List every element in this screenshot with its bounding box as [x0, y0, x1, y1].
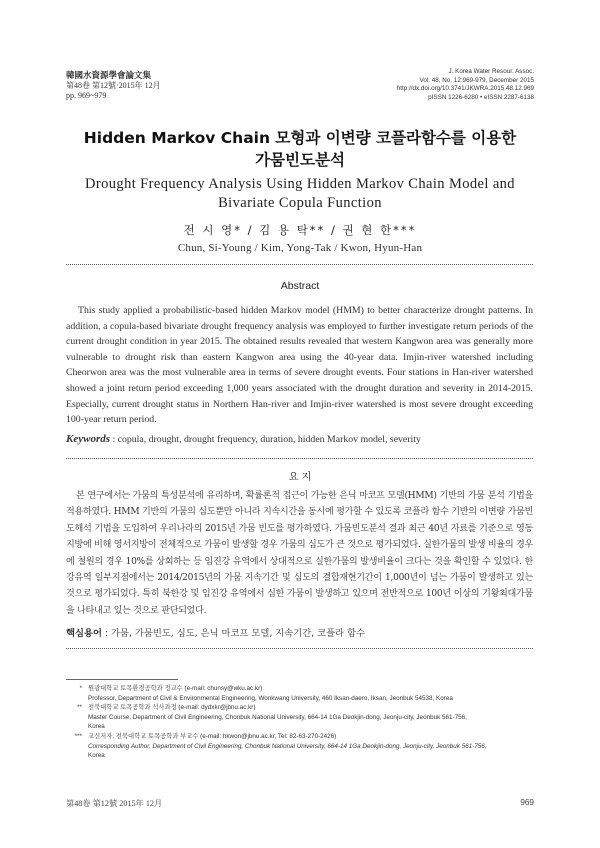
- authors-korean: 전 시 영* / 김 용 탁** / 권 현 한***: [183, 223, 417, 237]
- keywords-separator: :: [110, 434, 118, 445]
- paper-title-korean: [40, 127, 560, 171]
- keywords-ko-label: 핵심용어: [66, 628, 102, 639]
- footnote-line: 원광대학교 토목환경공학과 정교수 (e-mail: chunsy@wku.ac.kr): [88, 685, 263, 692]
- issn: pISSN 1226-6280 • eISSN 2287-6138: [428, 93, 534, 101]
- keywords-text: copula, drought, drought frequency, duration, hidden Markov model, severity: [117, 434, 421, 445]
- keywords-label: Keywords: [66, 433, 110, 445]
- title-en-line-2: Bivariate Copula Function: [218, 195, 382, 211]
- footnote-line: Corresponding Author, Department of Civil Engineering, Chonbuk National University, 664-14 1Ga Deokjin-dong, Jeonju-city, Jeonbuk 561-756,: [88, 742, 487, 750]
- footnote-rule: [66, 679, 178, 680]
- footnote-3: [66, 732, 536, 761]
- journal-pages: pp. 969~979: [66, 91, 107, 100]
- journal-header: [66, 70, 161, 102]
- footnote-mark: *: [79, 685, 82, 692]
- footnote-line: 전북대학교 토목공학과 석사과정 (e-mail: dydxkr@jbnu.ac.kr): [88, 704, 256, 712]
- footnote-mark: **: [77, 704, 82, 712]
- footnote-line: Master Course, Department of Civil Engineering, Chonbuk National University, 664-14 1Ga Deokjin-dong, Jeonju-city, Jeonbuk 561-756,: [88, 713, 467, 721]
- section-divider: [66, 648, 533, 649]
- abstract-text: This study applied a probabilistic-based hidden Markov model (HMM) to better characterize drought patterns. In addition, a copula-based bivariate drought frequency analysis was employed to further investigate return periods of the current drought condition in year 2015. The obtained results revealed that western Kangwon area was generally more vulnerable to drought risk than eastern Kangwon area using the 40-year data. Imjin-river watershed including Cheorwon area was the most vulnerable area in terms of severe drought events. Four stations in Han-river watershed showed a joint return period exceeding 1,000 years associated with the drought duration and severity in 2014-2015. Especially, current drought status in Northern Han-river and Imjin-river watershed is most severe drought exceeding 100-year return period.: [66, 305, 533, 426]
- journal-title-abbr: J. Korea Water Resour. Assoc.: [448, 68, 534, 75]
- title-en-line-1: Drought Frequency Analysis Using Hidden Markov Chain Model and: [85, 176, 515, 192]
- title-ko-line-1: Hidden Markov Chain 모형과 이변량 코플라함수를 이용한: [83, 129, 517, 147]
- section-divider: [66, 264, 533, 265]
- page-footer-left: 第48卷 第12號 2015年 12月: [66, 799, 163, 808]
- footnote-line: Korea: [88, 723, 105, 731]
- keywords-ko-text: 가뭄, 가뭄빈도, 심도, 은닉 마코프 모델, 지속기간, 코플라 함수: [110, 628, 365, 639]
- footnotes: [66, 684, 536, 761]
- footnote-line: Korea: [88, 752, 105, 760]
- paper-title-english: [40, 175, 560, 213]
- footnote-line: Professor, Department of Civil & Environmental Engineering, Wonkwang University, 460 Iksan-daero, Iksan, Jeonbuk 54538, Korea: [88, 694, 453, 702]
- yoji-heading: 요 지: [288, 472, 312, 483]
- journal-volume-line: Vol. 48, No. 12:969-979, December 2015: [419, 76, 534, 84]
- footnote-1: [66, 684, 536, 703]
- title-ko-line-2: 가뭄빈도분석: [255, 151, 345, 169]
- journal-name: 韓國水資源學會論文集: [66, 70, 152, 80]
- keywords-ko-separator: :: [101, 628, 111, 639]
- footnote-2: [66, 703, 536, 732]
- authors-english: Chun, Si-Young / Kim, Yong-Tak / Kwon, Hyun-Han: [177, 242, 423, 254]
- section-divider: [66, 458, 533, 459]
- footnote-line: 교신저자, 전북대학교 토목공학과 부교수 (e-mail: hkwon@jbnu.ac.kr, Tel: 82-63-270-2426): [88, 732, 337, 740]
- doi-link[interactable]: http://dx.doi.org/10.3741/JKWRA.2015.48.12.969: [396, 85, 534, 93]
- keywords-korean: [66, 625, 533, 639]
- yoji-text: 본 연구에서는 가뭄의 특성분석에 유리하며, 확률론적 접근이 가능한 은닉 마코프 모델(HMM) 기반의 가뭄 분석 기법을 적용하였다. HMM 기반의 가뭄의 심도뿐만 아니라 지속시간을 동시에 평가할 수 있도록 코플라 함수 기반의 이변량 가뭄빈도해석 기법을 도입하여 우리나라의 2015년 가뭄 빈도를 평가하였다. 가뭄빈도분석 결과 최근 40년 자료를 기준으로 영동지방에 비해 영서지방이 전체적으로 가뭄이 발생할 경우 가뭄의 심도가 큰 것으로 평가되었다. 실한가뭄의 발생 비율의 경우에 철원의 경우 10%를 상회하는 등 임진강 유역에서 상대적으로 실한가뭄의 발생비율이 크다는 것을 확인할 수 있었다. 한강유역 일부지점에서는 2014/2015년의 가뭄 지속기간 및 심도의 결합재현기간이 1,000년이 넘는 가뭄이 발생하고 있는 것으로 평가되었다. 특히 북한강 및 임진강 유역에서 심한 가뭄이 발생하고 있으며 전반적으로 100년 이상의 기왕최대가뭄을 나타내고 있는 것으로 판단되었다.: [66, 491, 533, 616]
- keywords: [66, 433, 533, 445]
- abstract-heading: Abstract: [280, 280, 320, 292]
- journal-volume-issue: 第48卷 第12號·2015年 12月: [66, 80, 161, 90]
- journal-meta: [397, 68, 534, 102]
- footnote-mark: ***: [74, 732, 82, 740]
- page-number: 969: [520, 798, 534, 807]
